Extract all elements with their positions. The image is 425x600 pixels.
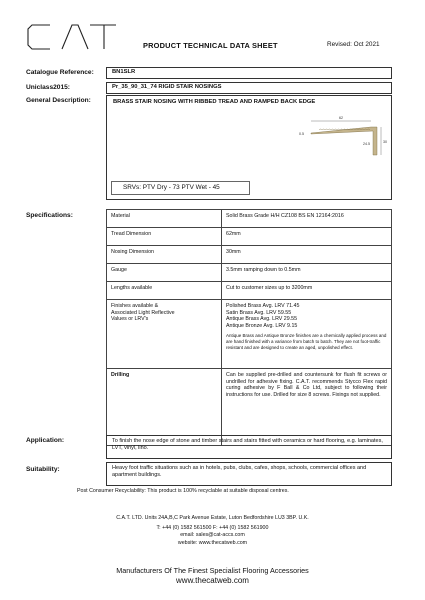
contact-block bbox=[40, 515, 385, 547]
spec-row-tread bbox=[107, 228, 392, 246]
revised-date: Revised: Oct 2021 bbox=[327, 41, 380, 48]
spec-value: 3.5mm ramping down to 0.5mm bbox=[222, 264, 392, 282]
spec-name: Lengths available bbox=[107, 282, 222, 300]
spec-name: Nosing Dimension bbox=[107, 246, 222, 264]
srv-box: SRVs: PTV Dry - 73 PTV Wet - 45 bbox=[111, 181, 250, 195]
finish-lrv-line: Polished Brass Avg. LRV 71.45 bbox=[226, 303, 300, 309]
tagline bbox=[40, 566, 385, 586]
spec-row-drilling bbox=[107, 369, 392, 446]
spec-name: Tread Dimension bbox=[107, 228, 222, 246]
nosing-profile-drawing bbox=[297, 111, 389, 159]
dim-top-label: 62 bbox=[339, 116, 343, 120]
spec-row-nosing bbox=[107, 246, 392, 264]
catalogue-label: Catalogue Reference: bbox=[26, 69, 94, 76]
specifications-table bbox=[106, 209, 392, 446]
suitability-value: Heavy foot traffic situations such as in hotels, pubs, clubs, cafes, shops, schools, commercial offices and apartment buildings. bbox=[106, 462, 392, 486]
spec-value: 30mm bbox=[222, 246, 392, 264]
dim-right-label: 30 bbox=[383, 140, 387, 144]
application-label: Application: bbox=[26, 437, 65, 444]
address-line: C.A.T. LTD. Units 24A,B,C Park Avenue Estate, Luton Bedfordshire LU3 3BP. U.K. bbox=[116, 515, 309, 521]
drilling-value: Can be supplied pre-drilled and countersunk for flush fit screws or undrilled for adhesive fixing. C.A.T. recommends Stycco Flex rapid curing adhesive by F Ball & Co Ltd, subject to following their instructions for use. Drilled for size 8 screws. Fixings not supplied. bbox=[222, 369, 392, 446]
spec-row-material bbox=[107, 210, 392, 228]
tagline-url: www.thecatweb.com bbox=[176, 576, 249, 585]
catalogue-reference-value: BN1SLR bbox=[106, 67, 392, 79]
spec-value: 62mm bbox=[222, 228, 392, 246]
website-line: website: www.thecatweb.com bbox=[177, 539, 248, 546]
finishes-value bbox=[222, 300, 392, 369]
finishes-name-line: Associated Light Reflective bbox=[111, 309, 175, 316]
spec-row-finishes bbox=[107, 300, 392, 369]
drilling-name: Drilling bbox=[107, 369, 222, 446]
application-value: To finish the nose edge of stone and timber stairs and stairs fitted with ceramics or hard flooring, e.g. laminates, LVT, vinyl, lino. bbox=[106, 435, 392, 459]
spec-name: Material bbox=[107, 210, 222, 228]
spec-name: Gauge bbox=[107, 264, 222, 282]
spec-value: Cut to customer sizes up to 3200mm bbox=[222, 282, 392, 300]
phone-line: T: +44 (0) 1582 561500 F: +44 (0) 1582 561900 bbox=[156, 524, 269, 531]
general-description-label: General Description: bbox=[26, 97, 91, 104]
finishes-note: Antique Brass and Antique Bronze finishes are a chemically applied process and are hand finished with a variance from batch to batch. They are not foot-traffic resistant and are designed to create an aged, unpolished effect. bbox=[226, 333, 387, 350]
spec-value: Solid Brass Grade H/H CZ108 BS EN 12164:2016 bbox=[222, 210, 392, 228]
recyclability-note: Post Consumer Recyclability: This product is 100% recyclable at suitable disposal centres. bbox=[77, 488, 289, 494]
dim-mid-label: 24.5 bbox=[363, 142, 370, 146]
uniclass-value: Pr_35_90_31_74 RIGID STAIR NOSINGS bbox=[106, 82, 392, 94]
finish-lrv-line: Satin Brass Avg. LRV 59.55 bbox=[226, 309, 292, 316]
spec-row-lengths bbox=[107, 282, 392, 300]
finish-lrv-line: Antique Brass Avg. LRV 29.55 bbox=[226, 316, 298, 323]
page-title: PRODUCT TECHNICAL DATA SHEET bbox=[143, 41, 278, 50]
description-text: BRASS STAIR NOSING WITH RIBBED TREAD AND RAMPED BACK EDGE bbox=[113, 99, 316, 105]
specifications-label: Specifications: bbox=[26, 212, 73, 219]
finishes-name-line: Values or LRV's bbox=[111, 316, 149, 323]
uniclass-label: Uniclass2015: bbox=[26, 84, 70, 91]
suitability-label: Suitability: bbox=[26, 466, 60, 473]
finish-lrv-line: Antique Bronze Avg. LRV 9.15 bbox=[226, 322, 298, 329]
description-box bbox=[106, 95, 392, 200]
finishes-name-line: Finishes available & bbox=[111, 303, 159, 309]
finishes-name bbox=[107, 300, 222, 369]
cat-logo bbox=[26, 22, 118, 52]
spec-row-gauge bbox=[107, 264, 392, 282]
email-line: email: sales@cat-accs.com bbox=[180, 532, 245, 539]
tagline-text: Manufacturers Of The Finest Specialist Flooring Accessories bbox=[116, 566, 309, 575]
dim-left-label: 0.5 bbox=[299, 132, 304, 136]
